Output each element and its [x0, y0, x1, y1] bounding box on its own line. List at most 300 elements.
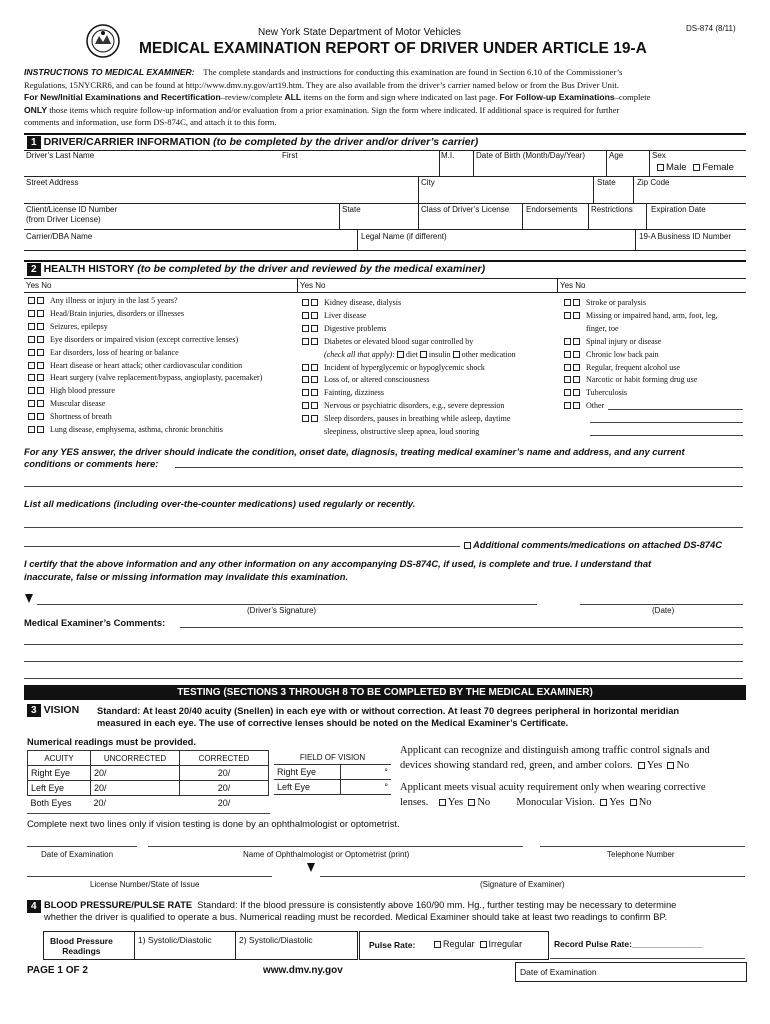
history-label: Nervous or psychiatric disorders, e.g., severe depression: [324, 401, 505, 411]
bp-label: [50, 936, 113, 956]
diet-checkbox[interactable]: [397, 351, 404, 358]
corrective-lenses-line2: lenses.: [400, 796, 429, 808]
col1-yes-no-header: Yes No: [26, 281, 52, 290]
s1-divider: [646, 203, 647, 229]
conditions-line[interactable]: [175, 467, 743, 468]
history-item: [28, 321, 262, 334]
monocular-no-checkbox[interactable]: [630, 799, 637, 806]
irregular-checkbox[interactable]: [480, 941, 487, 948]
vision-standard-line1: Standard: At least 20/40 acuity (Snellen) in each eye with or without correction. At least 70 degrees peripheral in horizontal meridian: [97, 706, 680, 716]
driver-age-field[interactable]: Age: [609, 151, 624, 160]
no-checkbox[interactable]: [37, 336, 44, 343]
medications-line[interactable]: [24, 546, 460, 547]
no-checkbox[interactable]: [573, 376, 580, 383]
bp-standard-line2: whether the driver is qualified to operate a bus. Numerical reading must be recorded. Medical Examiner should take at least two readings to confirm BP.: [44, 912, 668, 922]
history-item: [28, 385, 262, 398]
no-checkbox[interactable]: [37, 400, 44, 407]
s1-rule-top: [24, 150, 746, 151]
history-item: [564, 310, 718, 323]
license-class-field[interactable]: Class of Driver’s License: [421, 205, 510, 214]
bp-divider: [134, 932, 135, 959]
color-yes-label: Yes: [646, 759, 663, 771]
no-checkbox[interactable]: [37, 297, 44, 304]
section2-subtitle: (to be completed by the driver and reviewed by the medical examiner): [137, 263, 486, 275]
vision-standard: [97, 706, 679, 729]
both-eyes-corrected-value: 20/: [217, 798, 231, 808]
yes-checkbox[interactable]: [28, 349, 35, 356]
regular-checkbox[interactable]: [434, 941, 441, 948]
history-item: [302, 387, 516, 400]
yes-checkbox[interactable]: [302, 364, 309, 371]
male-checkbox[interactable]: [657, 164, 664, 171]
history-label: Diabetes or elevated blood sugar controlled by: [324, 336, 474, 346]
history-item: [302, 413, 516, 426]
no-checkbox[interactable]: [37, 362, 44, 369]
history-item: [28, 360, 262, 373]
history-item: [302, 297, 516, 310]
yes-checkbox[interactable]: [28, 362, 35, 369]
certify-line1: I certify that the above information and any other information on any accompanying DS-874C, if used, is complete and true. I understand that: [24, 558, 652, 569]
numerical-readings-label: Numerical readings must be provided.: [27, 737, 196, 747]
yes-checkbox[interactable]: [302, 402, 309, 409]
additional-comments-label: Additional comments/medications on attached DS-874C: [473, 539, 723, 550]
bp-label-line2: Readings: [62, 946, 101, 956]
systolic-diastolic-1[interactable]: 1) Systolic/Diastolic: [138, 935, 212, 945]
yes-checkbox[interactable]: [302, 376, 309, 383]
history-label: Incident of hyperglycemic or hypoglycemic shock: [324, 362, 485, 372]
history-item: [564, 297, 718, 310]
female-checkbox[interactable]: [693, 164, 700, 171]
history-label: Head/Brain injuries, disorders or illnesses: [50, 308, 184, 318]
no-checkbox[interactable]: [573, 338, 580, 345]
color-vision-line1: Applicant can recognize and distinguish among traffic control signals and: [400, 745, 710, 756]
no-checkbox[interactable]: [37, 413, 44, 420]
signature-arrow-icon: [307, 863, 315, 872]
s1-divider: [522, 203, 523, 229]
acuity-header: ACUITY: [28, 751, 91, 766]
history-item: [564, 387, 718, 400]
section1-title: DRIVER/CARRIER INFORMATION: [43, 136, 211, 148]
corrective-lenses-line1: Applicant meets visual acuity requirement only when wearing corrective: [400, 782, 706, 793]
additional-comments-checkbox[interactable]: [464, 542, 471, 549]
history-item: [564, 400, 718, 413]
instructions-review: –review/complete: [220, 92, 283, 103]
lenses-yes-label: Yes: [447, 796, 464, 808]
expiration-date-field[interactable]: Expiration Date: [651, 205, 706, 214]
instructions-followup: For Follow-up Examinations: [499, 92, 615, 103]
uncorrected-header: UNCORRECTED: [91, 751, 180, 766]
section1-number: 1: [27, 136, 41, 149]
carrier-name-field[interactable]: Carrier/DBA Name: [26, 232, 93, 241]
no-checkbox[interactable]: [311, 338, 318, 345]
examiner-comments-line[interactable]: [24, 644, 743, 645]
history-label: Lung disease, emphysema, asthma, chronic bronchitis: [50, 425, 223, 435]
sex-options: [657, 162, 734, 173]
history-item: [302, 374, 516, 387]
form-id: DS-874 (8/11): [686, 24, 736, 33]
no-checkbox[interactable]: [311, 402, 318, 409]
history-item: [28, 308, 262, 321]
instructions-line4: those items which require follow-up information and/or evaluation from a prior examination. Sign the form where indicated. If additional space is required for further: [49, 104, 620, 115]
monocular-yes-label: Yes: [609, 796, 625, 808]
yes-checkbox[interactable]: [564, 351, 571, 358]
driver-signature-label: (Driver’s Signature): [247, 606, 317, 615]
history-item: [28, 372, 262, 385]
other-line[interactable]: [590, 435, 743, 436]
exam-date-label: Date of Examination: [41, 850, 114, 859]
field-of-vision-table: [274, 750, 391, 795]
footer-url[interactable]: www.dmv.ny.gov: [263, 965, 343, 976]
lenses-yes-checkbox[interactable]: [439, 799, 446, 806]
instructions-lead: INSTRUCTIONS TO MEDICAL EXAMINER:: [24, 67, 195, 77]
bp-standard: [44, 899, 676, 923]
right-eye-corrected-value: 20/: [217, 768, 231, 778]
s1-divider: [439, 150, 440, 176]
s1-rule-bottom: [24, 250, 746, 251]
no-checkbox[interactable]: [37, 323, 44, 330]
history-item: [564, 362, 718, 375]
right-eye-corrected[interactable]: [180, 766, 269, 781]
history-item: [28, 411, 262, 424]
other-line[interactable]: [608, 409, 743, 410]
instructions-complete: –complete: [614, 92, 651, 103]
color-yes-checkbox[interactable]: [638, 762, 645, 769]
section3-header: [27, 704, 79, 717]
restrictions-field[interactable]: Restrictions: [591, 205, 633, 214]
left-eye-corrected-value: 20/: [217, 783, 231, 793]
history-label: Fainting, dizziness: [324, 388, 384, 398]
other-medication-checkbox[interactable]: [453, 351, 460, 358]
history-label: Spinal injury or disease: [586, 336, 662, 346]
no-checkbox[interactable]: [37, 374, 44, 381]
section1-header: [27, 136, 478, 149]
no-checkbox[interactable]: [573, 364, 580, 371]
history-item: [302, 310, 516, 323]
history-label: Tuberculosis: [586, 388, 628, 398]
yes-checkbox[interactable]: [564, 338, 571, 345]
history-label: Kidney disease, dialysis: [324, 298, 402, 307]
history-item: [564, 336, 718, 349]
history-label: Heart disease or heart attack; other cardiovascular condition: [50, 360, 243, 370]
driver-last-name-field[interactable]: Driver’s Last Name: [26, 151, 95, 160]
monocular-yes-checkbox[interactable]: [600, 799, 607, 806]
lenses-no-checkbox[interactable]: [468, 799, 475, 806]
right-eye-uncorrected[interactable]: [91, 766, 180, 781]
any-yes-line2: conditions or comments here:: [24, 458, 159, 469]
regular-label: Regular: [443, 939, 475, 949]
license-number-line[interactable]: [27, 876, 272, 877]
driver-first-name-field[interactable]: First: [282, 151, 298, 160]
section1-rule: [24, 133, 746, 135]
bp-label-line1: Blood Pressure: [50, 936, 113, 946]
both-eyes-corrected[interactable]: [180, 796, 269, 811]
history-label: Chronic low back pain: [586, 349, 659, 359]
other-line[interactable]: [590, 422, 743, 423]
left-eye-uncorrected-value: 20/: [94, 783, 107, 793]
yes-checkbox[interactable]: [28, 426, 35, 433]
yes-checkbox[interactable]: [564, 312, 571, 319]
yes-checkbox[interactable]: [28, 413, 35, 420]
s1-divider: [649, 150, 650, 176]
history-item: [28, 295, 262, 308]
history-label: Liver disease: [324, 310, 367, 320]
any-yes-line1: For any YES answer, the driver should indicate the condition, onset date, diagnosis, treating medical examiner’s name and address, and any current: [24, 446, 685, 457]
no-checkbox[interactable]: [573, 312, 580, 319]
yes-checkbox[interactable]: [28, 400, 35, 407]
examiner-signature-line[interactable]: [320, 876, 745, 877]
yes-checkbox[interactable]: [302, 312, 309, 319]
section2-rule: [24, 260, 746, 262]
yes-checkbox[interactable]: [564, 364, 571, 371]
no-checkbox[interactable]: [311, 364, 318, 371]
bp-exam-date-label: Date of Examination: [520, 967, 597, 977]
instructions-only: ONLY: [24, 104, 48, 115]
state-seal-icon: [86, 24, 120, 58]
bp-standard-line1: Standard: If the blood pressure is consistently above 160/90 mm. Hg., further testing may be necessary to determine: [197, 900, 677, 910]
yes-checkbox[interactable]: [28, 336, 35, 343]
telephone-line[interactable]: [540, 846, 745, 847]
page-title: MEDICAL EXAMINATION REPORT OF DRIVER UNDER ARTICLE 19-A: [139, 40, 647, 57]
yes-checkbox[interactable]: [302, 415, 309, 422]
license-state-field[interactable]: State: [342, 205, 361, 214]
section4-number: 4: [27, 900, 41, 913]
instructions-sign: items on the form and sign where indicated on last page.: [303, 92, 498, 103]
instructions: [24, 66, 748, 129]
driver-date-line[interactable]: [580, 604, 743, 605]
s1-divider: [418, 176, 419, 203]
yes-checkbox[interactable]: [302, 325, 309, 332]
medications-label: List all medications (including over-the-counter medications) used regularly or recently.: [24, 498, 416, 509]
insulin-label: insulin: [428, 349, 451, 359]
history-label: Loss of, or altered consciousness: [324, 375, 430, 385]
field-of-vision-header: FIELD OF VISION: [274, 750, 391, 765]
driver-dob-field[interactable]: Date of Birth (Month/Day/Year): [476, 151, 586, 160]
certify-line2: inaccurate, false or missing information may invalidate this examination.: [24, 570, 349, 582]
color-vision-line2: devices showing standard red, green, and amber colors.: [400, 759, 633, 771]
history-label: Stroke or paralysis: [586, 298, 646, 307]
bp-divider: [235, 932, 236, 959]
history-label: Heart surgery (valve replacement/bypass, angioplasty, pacemaker): [50, 373, 263, 383]
client-id-label: Client/License ID Number: [26, 205, 118, 214]
s1-rule: [24, 176, 746, 177]
color-no-checkbox[interactable]: [667, 762, 674, 769]
no-checkbox[interactable]: [573, 351, 580, 358]
yes-checkbox[interactable]: [28, 374, 35, 381]
yes-checkbox[interactable]: [564, 299, 571, 306]
history-label: Ear disorders, loss of hearing or balance: [50, 347, 179, 357]
acuity-table: [27, 750, 269, 810]
history-label: Muscular disease: [50, 399, 106, 409]
telephone-label: Telephone Number: [607, 850, 675, 859]
systolic-diastolic-2[interactable]: 2) Systolic/Diastolic: [239, 935, 313, 945]
yes-checkbox[interactable]: [564, 402, 571, 409]
left-eye-label: Left Eye: [28, 781, 91, 796]
pulse-rate-box: [359, 931, 549, 960]
irregular-label: Irregular: [488, 939, 523, 949]
no-checkbox[interactable]: [311, 389, 318, 396]
both-eyes-uncorrected-value: 20/: [93, 798, 107, 808]
insulin-checkbox[interactable]: [420, 351, 427, 358]
no-checkbox[interactable]: [311, 376, 318, 383]
yes-checkbox[interactable]: [302, 389, 309, 396]
s1-divider: [339, 203, 340, 229]
history-label: Regular, frequent alcohol use: [586, 362, 680, 372]
instructions-line2: Regulations, 15NYCRR6, and can be found at http://www.dmv.ny.gov/art19.htm. They are also available from the driver’s carrier named below or from the Bus Driver Unit.: [24, 79, 619, 90]
s1-divider: [588, 203, 589, 229]
field-left-eye-input[interactable]: [341, 780, 392, 795]
yes-checkbox[interactable]: [28, 297, 35, 304]
state-field[interactable]: State: [597, 178, 616, 187]
exam-date-line[interactable]: [27, 846, 137, 847]
client-id-sublabel: (from Driver License): [26, 215, 101, 224]
examiner-signature-label: (Signature of Examiner): [480, 880, 565, 889]
history-item: [28, 424, 262, 437]
examiner-comments-line[interactable]: [24, 661, 743, 662]
diabetes-sublabel: (check all that apply):: [324, 349, 395, 359]
history-item: [302, 362, 516, 375]
vision-standard-line2: measured in each eye. The use of corrective lenses should be noted on the Medical Examiner’s Certificate.: [97, 717, 569, 728]
yes-checkbox[interactable]: [28, 323, 35, 330]
history-item: [28, 347, 262, 360]
driver-mi-field[interactable]: M.I.: [441, 151, 455, 160]
history-label: Sleep disorders, pauses in breathing while asleep, daytime: [324, 414, 511, 424]
additional-comments: [464, 539, 722, 550]
no-checkbox[interactable]: [311, 325, 318, 332]
no-checkbox[interactable]: [311, 312, 318, 319]
ophthalmologist-name-line[interactable]: [148, 846, 523, 847]
no-checkbox[interactable]: [37, 426, 44, 433]
history-label: Any illness or injury in the last 5 years?: [50, 296, 178, 305]
male-label: Male: [666, 162, 687, 173]
s1-divider: [633, 176, 634, 203]
history-label: Seizures, epilepsy: [50, 321, 108, 331]
examiner-comments-line[interactable]: [24, 678, 743, 679]
monocular-no-label: No: [638, 796, 652, 808]
instructions-line1: The complete standards and instructions for conducting this examination are found in Section 6.10 of the Commissioner’s: [203, 67, 623, 77]
section4-title: BLOOD PRESSURE/PULSE RATE: [44, 900, 193, 910]
no-checkbox[interactable]: [37, 310, 44, 317]
history-label: Eye disorders or impaired vision (except corrective lenses): [50, 334, 239, 344]
corrected-header: CORRECTED: [180, 751, 269, 766]
section2-number: 2: [27, 263, 41, 276]
yes-checkbox[interactable]: [302, 299, 309, 306]
ophthalmologist-note: Complete next two lines only if vision testing is done by an ophthalmologist or optometrist.: [27, 818, 400, 829]
history-item: [302, 336, 516, 349]
s1-rule: [24, 229, 746, 230]
endorsements-field[interactable]: Endorsements: [526, 205, 578, 214]
history-col1: [28, 295, 262, 437]
s1-divider: [357, 229, 358, 250]
s1-divider: [473, 150, 474, 176]
yes-checkbox[interactable]: [564, 376, 571, 383]
no-checkbox[interactable]: [573, 389, 580, 396]
section2-header: [27, 263, 485, 276]
medications-line[interactable]: [24, 527, 743, 528]
section3-title: VISION: [43, 704, 80, 716]
col3-yes-no-header: Yes No: [560, 281, 586, 290]
history-item: [302, 400, 516, 413]
s1-divider: [606, 150, 607, 176]
city-field[interactable]: City: [421, 178, 435, 187]
yes-checkbox[interactable]: [28, 310, 35, 317]
signature-arrow-icon: [25, 594, 33, 603]
business-id-field[interactable]: 19-A Business ID Number: [639, 232, 732, 241]
monocular-label: Monocular Vision.: [516, 796, 595, 808]
pulse-options: [434, 939, 522, 949]
instructions-line5: comments and information, use form DS-874C, and attach it to this form.: [24, 117, 277, 128]
no-checkbox[interactable]: [37, 387, 44, 394]
yes-checkbox[interactable]: [564, 389, 571, 396]
no-checkbox[interactable]: [37, 349, 44, 356]
instructions-all: ALL: [284, 92, 302, 103]
lenses-no-label: No: [477, 796, 491, 808]
client-id-field[interactable]: [26, 205, 117, 225]
history-col2: [302, 297, 516, 439]
driver-date-label: (Date): [652, 606, 675, 615]
license-number-label: License Number/State of Issue: [90, 880, 200, 889]
agency-name: New York State Department of Motor Vehicles: [258, 27, 461, 38]
examiner-comments-label: Medical Examiner’s Comments:: [24, 617, 166, 628]
history-label: Narcotic or habit forming drug use: [586, 375, 698, 385]
history-item: [564, 374, 718, 387]
no-checkbox[interactable]: [573, 299, 580, 306]
history-label: Missing or impaired hand, arm, foot, leg,: [586, 310, 718, 320]
yes-checkbox[interactable]: [302, 338, 309, 345]
yes-checkbox[interactable]: [28, 387, 35, 394]
history-sublabel: [302, 426, 516, 439]
degree-symbol: °: [384, 767, 388, 777]
examiner-comments-line[interactable]: [180, 627, 743, 628]
driver-signature-line[interactable]: [37, 604, 537, 605]
s1-divider: [635, 229, 636, 250]
left-eye-corrected[interactable]: [180, 781, 269, 796]
bp-readings-box: [43, 931, 358, 960]
no-checkbox[interactable]: [311, 299, 318, 306]
state-seal: [86, 24, 120, 58]
field-right-eye-input[interactable]: [341, 765, 392, 780]
street-address-field[interactable]: Street Address: [26, 178, 79, 187]
zip-code-field[interactable]: Zip Code: [637, 178, 670, 187]
both-eyes-uncorrected[interactable]: [91, 796, 180, 811]
record-pulse-rate[interactable]: Record Pulse Rate:_______________: [554, 939, 703, 949]
s2-rule: [24, 292, 746, 293]
conditions-line[interactable]: [24, 486, 743, 487]
no-checkbox[interactable]: [573, 402, 580, 409]
section1-subtitle: (to be completed by the driver and/or driver’s carrier): [213, 136, 479, 148]
field-left-eye-label: Left Eye: [274, 780, 341, 795]
history-label: Other: [586, 401, 605, 411]
s2-divider: [557, 278, 558, 292]
section4-number-wrap: [27, 900, 44, 913]
s1-divider: [593, 176, 594, 203]
right-eye-label: Right Eye: [28, 766, 91, 781]
history-item: [302, 323, 516, 336]
driver-sex-label: Sex: [652, 151, 666, 160]
no-checkbox[interactable]: [311, 415, 318, 422]
color-vision: [400, 744, 710, 773]
pulse-rate-label: Pulse Rate:: [369, 940, 416, 950]
bp-exam-date-box[interactable]: [515, 962, 747, 982]
degree-symbol: °: [384, 782, 388, 792]
legal-name-field[interactable]: Legal Name (if different): [361, 232, 447, 241]
right-eye-uncorrected-value: 20/: [94, 768, 107, 778]
certification: [24, 558, 651, 583]
history-item: [28, 398, 262, 411]
corrective-lenses: [400, 781, 706, 810]
left-eye-uncorrected[interactable]: [91, 781, 180, 796]
instructions-new-exams: For New/Initial Examinations and Recertification: [24, 92, 221, 103]
history-item: [564, 349, 718, 362]
